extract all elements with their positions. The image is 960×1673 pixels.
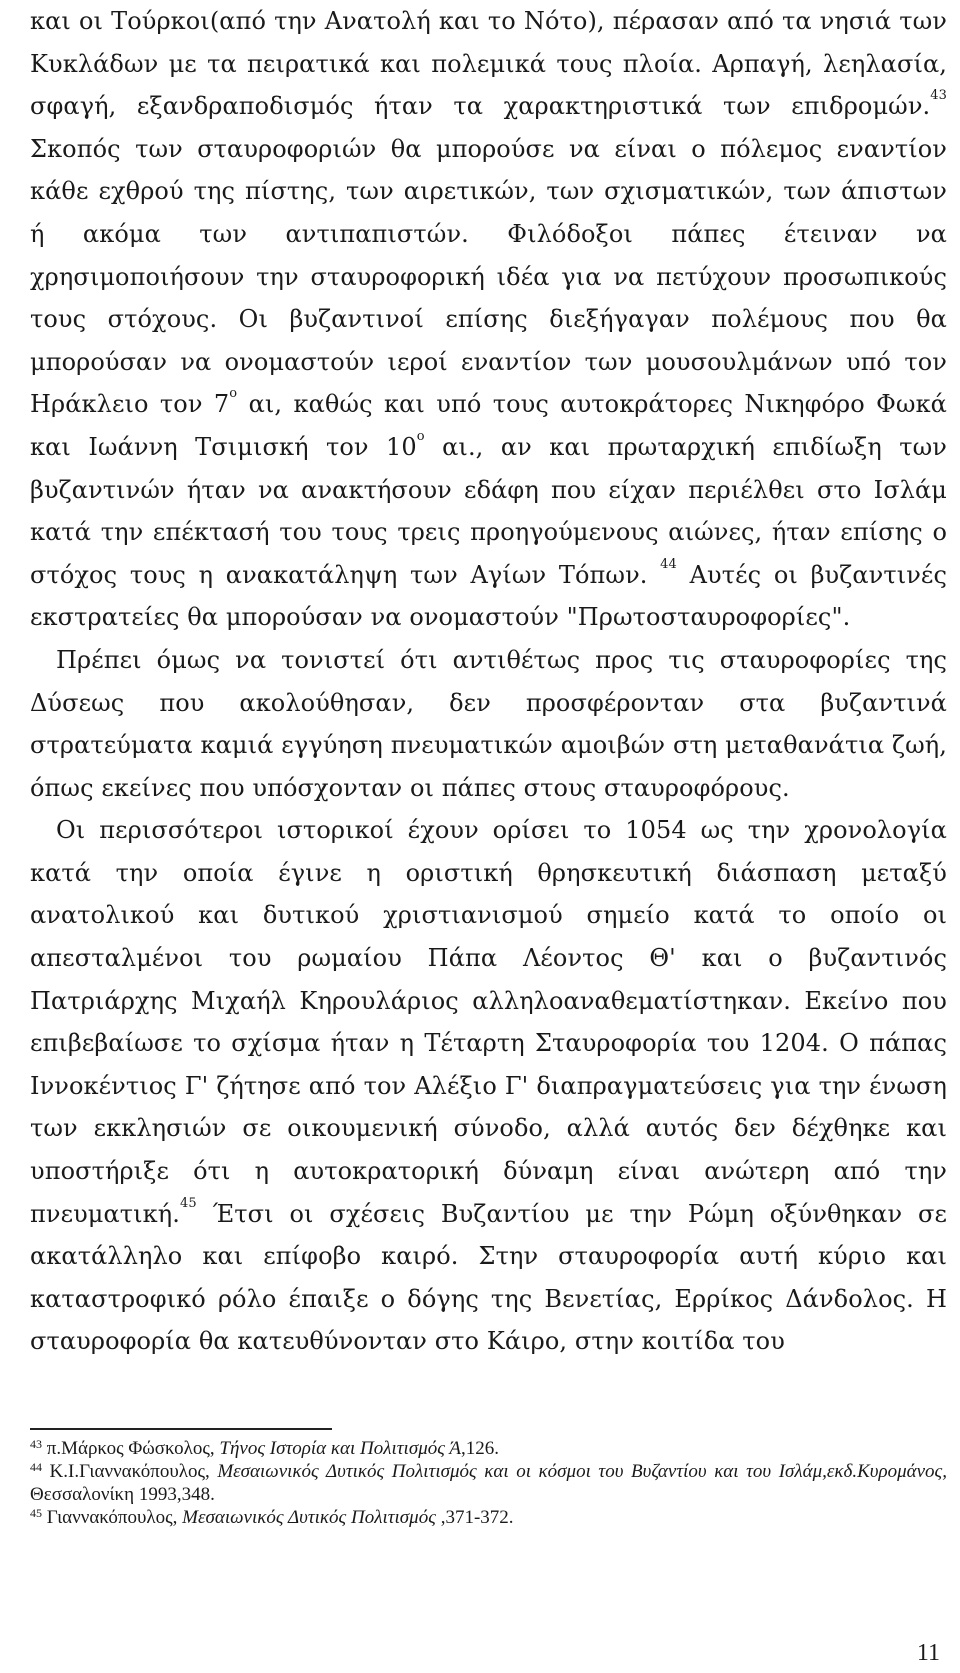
paragraph bbox=[30, 639, 947, 809]
footnote-separator bbox=[30, 1428, 332, 1430]
text-run: Αυτές οι βυζαντινές εκστρατείες θα μπορούσαν να ονομαστούν "Πρωτοσταυροφορίες". bbox=[30, 560, 947, 632]
text-run: Θεσσαλονίκη 1993,348. bbox=[30, 1484, 215, 1505]
footnotes bbox=[30, 1437, 947, 1529]
footnote bbox=[30, 1460, 947, 1506]
footnote-reference: 44 bbox=[660, 556, 677, 572]
footnote-number: 45 bbox=[30, 1506, 42, 1520]
text-run: Πρέπει όμως να τονιστεί ότι αντιθέτως προς τις σταυροφορίες της Δύσεως που ακολούθησαν, δεν προσφέρονταν στα βυζαντινά στρατεύματα καμιά εγγύηση πνευματικών αμοιβών στη μεταθανάτια ζωή, όπως εκείνες που υπόσχονταν οι πάπες στους σταυροφόρους. bbox=[30, 645, 947, 802]
footnote-number: 44 bbox=[30, 1460, 42, 1474]
text-run: Έτσι οι σχέσεις Βυζαντίου με την Ρώμη οξύνθηκαν σε ακατάλληλο και επίφοβο καιρό. Στην σταυροφορία αυτή κύριο και καταστροφικό ρόλο έπαιξε ο δόγης της Βενετίας, Ερρίκος Δάνδολος. Η σταυροφορία θα κατευθύνονταν στο Κάιρο, στην κοιτίδα του bbox=[30, 1199, 947, 1356]
text-run: αι, καθώς και υπό τους αυτοκράτορες Νικηφόρο Φωκά και Ιωάννη Τσιμισκή τον 10 bbox=[30, 390, 947, 461]
footnote bbox=[30, 1437, 947, 1460]
page-number: 11 bbox=[916, 1640, 940, 1666]
text-run: Σκοπός των σταυροφοριών θα μπορούσε να είναι ο πόλεμος εναντίον κάθε εχθρού της πίστης, των αιρετικών, των σχισματικών, των άπιστων ή ακόμα των αντιπαπιστών. Φιλόδοξοι πάπες έτειναν να χρησιμοποιήσουν την σταυροφορική ιδέα για να πετύχουν προσωπικούς τους στόχους. Οι βυζαντινοί επίσης διεξήγαγαν πολέμους που θα μπορούσαν να ονομαστούν ιεροί εναντίον των μουσουλμάνων υπό τον Ηράκλειο τον 7 bbox=[30, 134, 947, 419]
text-run: Γιαννακόπουλος, bbox=[42, 1507, 183, 1528]
footnote bbox=[30, 1506, 947, 1529]
italic-title: Μεσαιωνικός Δυτικός Πολιτισμός bbox=[182, 1507, 436, 1528]
paragraph bbox=[30, 0, 947, 639]
text-run: ,371-372. bbox=[435, 1507, 514, 1528]
main-text bbox=[30, 0, 947, 1363]
footnote-reference: ο bbox=[416, 428, 425, 444]
footnote-reference: ο bbox=[229, 386, 238, 402]
text-run: ,126. bbox=[460, 1438, 499, 1459]
footnote-reference: 43 bbox=[930, 88, 947, 104]
text-run: αι., αν και πρωταρχική επιδίωξη των βυζαντινών ήταν να ανακτήσουν εδάφη που είχαν περιέλθει στο Ισλάμ κατά την επέκτασή του τους τρεις προηγούμενους αιώνες, ήταν επίσης ο στόχος τους η ανακατάληψη των Αγίων Τόπων. bbox=[30, 432, 947, 589]
text-run: Οι περισσότεροι ιστορικοί έχουν ορίσει το 1054 ως την χρονολογία κατά την οποία έγινε η οριστική θρησκευτική διάσπαση μεταξύ ανατολικού και δυτικού χριστιανισμού σημείο κατά το οποίο οι απεσταλμένοι του ρωμαίου Πάπα Λέοντος Θ' και ο βυζαντινός Πατριάρχης Μιχαήλ Κηρουλάριος αλληλοαναθεματίστηκαν. Εκείνο που επιβεβαίωσε το σχίσμα ήταν η Τέταρτη Σταυροφορία του 1204. Ο πάπας Ιννοκέντιος Γ' ζήτησε από τον Αλέξιο Γ' διαπραγματεύσεις για την ένωση των εκκλησιών σε οικουμενική σύνοδο, αλλά αυτός δεν δέχθηκε και υποστήριξε ότι η αυτοκρατορική δύναμη είναι ανώτερη από την πνευματική. bbox=[30, 816, 947, 1228]
footnote-reference: 45 bbox=[180, 1195, 197, 1211]
text-run: π.Μάρκος Φώσκολος, bbox=[42, 1438, 220, 1459]
text-run: και οι Τούρκοι(από την Ανατολή και το Νότο), πέρασαν από τα νησιά των Κυκλάδων με τα πειρατικά και πολεμικά τους πλοία. Αρπαγή, λεηλασία, σφαγή, εξανδραποδισμός ήταν τα χαρακτηριστικά των επιδρομών. bbox=[30, 7, 947, 121]
italic-title: Τήνος Ιστορία και Πολιτισμός Ά bbox=[219, 1438, 461, 1459]
paragraph bbox=[30, 809, 947, 1363]
footnote-number: 43 bbox=[30, 1437, 42, 1451]
text-run: Κ.Ι.Γιαννακόπουλος, bbox=[42, 1461, 218, 1482]
italic-title: Μεσαιωνικός Δυτικός Πολιτισμός και οι κόσμοι του Βυζαντίου και του Ισλάμ,εκδ.Κυρομάνος, bbox=[217, 1461, 947, 1482]
